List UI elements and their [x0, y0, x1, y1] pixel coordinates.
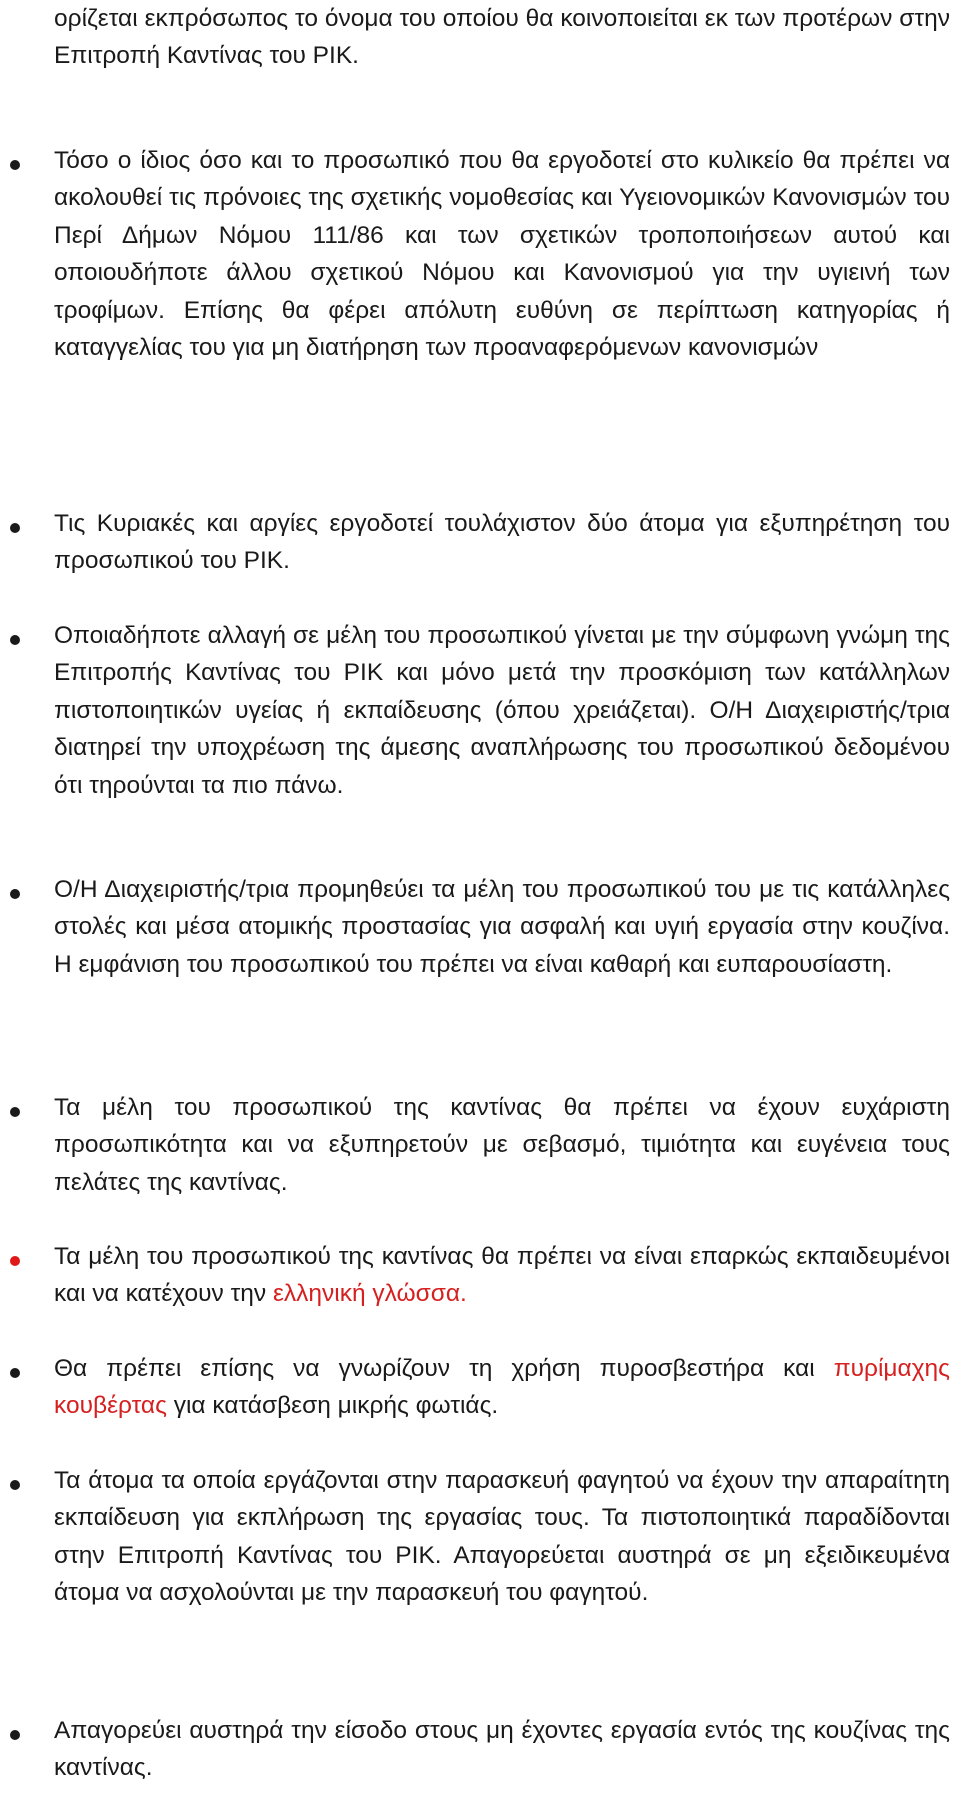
list-item: Τις Κυριακές και αργίες εργοδοτεί τουλάχιστον δύο άτομα για εξυπηρέτηση του προσωπικού του ΡΙΚ. — [54, 510, 950, 575]
list-item: Απαγορεύει αυστηρά την είσοδο στους μη έχοντες εργασία εντός της κουζίνας της καντίνας. — [54, 1717, 950, 1782]
bullet-icon — [10, 1480, 20, 1490]
list-item: Τα μέλη του προσωπικού της καντίνας θα πρέπει να έχουν ευχάριστη προσωπικότητα και να εξυπηρετούν με σεβασμό, τιμιότητα και ευγένεια τους πελάτες της καντίνας. — [54, 1094, 950, 1196]
highlighted-text: πυρίμαχης κουβέρτας — [54, 1355, 950, 1420]
continuation-paragraph: ορίζεται εκπρόσωπος το όνομα του οποίου θα κοινοποιείται εκ των προτέρων στην Επιτροπή Καντίνας του ΡΙΚ. — [54, 5, 950, 70]
item-text: Τα μέλη του προσωπικού της καντίνας θα πρέπει να είναι επαρκώς εκπαιδευμένοι και να κατέχουν την — [54, 1243, 950, 1308]
item-text: Θα πρέπει επίσης να γνωρίζουν τη χρήση πυροσβεστήρα και — [54, 1355, 834, 1382]
bullet-icon — [10, 160, 20, 170]
list-item: Οποιαδήποτε αλλαγή σε μέλη του προσωπικού γίνεται με την σύμφωνη γνώμη της Επιτροπής Καντίνας του ΡΙΚ και μόνο μετά την προσκόμιση των κατάλληλων πιστοποιητικών υγείας ή εκπαίδευσης (όπου χρειάζεται). Ο/Η Διαχειριστής/τρια διατηρεί την υποχρέωση της άμεσης αναπλήρωσης του προσωπικού δεδομένου ότι τηρούνται τα πιο πάνω. — [54, 622, 950, 799]
list-item: Τα άτομα τα οποία εργάζονται στην παρασκευή φαγητού να έχουν την απαραίτητη εκπαίδευση για εκπλήρωση της εργασίας τους. Τα πιστοποιητικά παραδίδονται στην Επιτροπή Καντίνας του ΡΙΚ. Απαγορεύεται αυστηρά σε μη εξειδικευμένα άτομα να ασχολούνται με την παρασκευή του φαγητού. — [54, 1467, 950, 1607]
bullet-icon — [10, 1256, 20, 1266]
item-text: για κατάσβεση μικρής φωτιάς. — [166, 1392, 499, 1420]
bullet-icon — [10, 889, 20, 899]
highlighted-text: ελληνική γλώσσα. — [272, 1280, 467, 1308]
list-item: Ο/Η Διαχειριστής/τρια προμηθεύει τα μέλη του προσωπικού του με τις κατάλληλες στολές και μέσα ατομικής προστασίας για ασφαλή και υγιή εργασία στην κουζίνα. Η εμφάνιση του προσωπικού του πρέπει να είναι καθαρή και ευπαρουσίαστη. — [54, 876, 950, 978]
bullet-icon — [10, 523, 20, 533]
list-item — [54, 1238, 950, 1313]
bullet-icon — [10, 635, 20, 645]
bullet-icon — [10, 1368, 20, 1378]
bullet-icon — [10, 1730, 20, 1740]
list-item: Τόσο ο ίδιος όσο και το προσωπικό που θα εργοδοτεί στο κυλικείο θα πρέπει να ακολουθεί τις πρόνοιες της σχετικής νομοθεσίας και Υγειονομικών Κανονισμών του Περί Δήμων Νόμου 111/86 και των σχετικών τροποποιήσεων αυτού και οποιουδήποτε άλλου σχετικού Νόμου και Κανονισμού για την υγιεινή των τροφίμων. Επίσης θα φέρει απόλυτη ευθύνη σε περίπτωση κατηγορίας ή καταγγελίας του για μη διατήρηση των προαναφερόμενων κανονισμών — [54, 147, 950, 362]
list-item — [54, 1350, 950, 1425]
bullet-icon — [10, 1107, 20, 1117]
